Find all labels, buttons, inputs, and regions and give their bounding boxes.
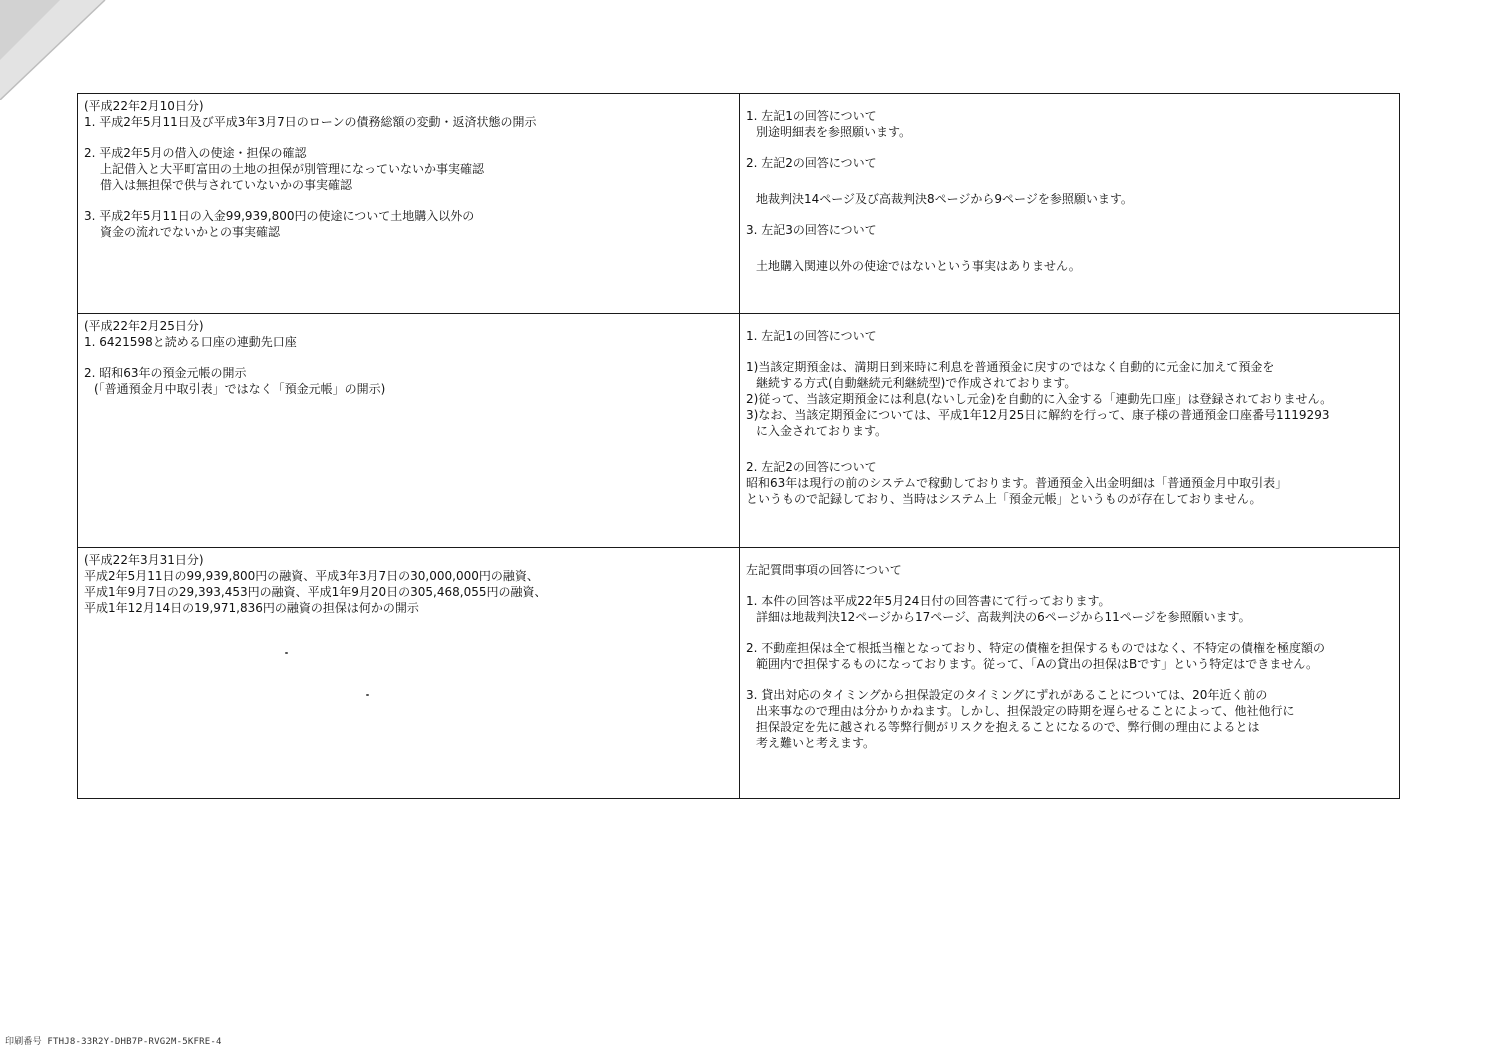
scan-fold-corner — [0, 0, 110, 100]
answer-cell-1 — [740, 94, 1399, 314]
answer-line: 担保設定を先に越される等弊行側がリスクを抱えることになるので、弊行側の理由によるとは — [756, 720, 1260, 734]
question-date: (平成22年2月25日分) — [84, 319, 204, 333]
question-line: 1. 6421598と読める口座の連動先口座 — [84, 335, 297, 349]
question-line: 資金の流れでないかとの事実確認 — [100, 225, 281, 239]
answer-cell-2 — [740, 314, 1399, 548]
answer-line: 土地購入関連以外の使途ではないという事実はありません。 — [756, 259, 1081, 273]
answer-line: 出来事なので理由は分かりかねます。しかし、担保設定の時期を遅らせることによって、他社他行に — [756, 704, 1295, 718]
question-cell-1 — [78, 94, 740, 314]
answer-line: というもので記録しており、当時はシステム上「預金元帳」というものが存在しておりません。 — [746, 492, 1262, 506]
question-line: 上記借入と大平町富田の土地の担保が別管理になっていないか事実確認 — [100, 162, 485, 176]
scan-speck — [285, 652, 288, 654]
question-line: 3. 平成2年5月11日の入金99,939,800円の使途について土地購入以外の — [84, 209, 475, 223]
question-line: 借入は無担保で供与されていないかの事実確認 — [100, 178, 353, 192]
question-line: 2. 昭和63年の預金元帳の開示 — [84, 366, 247, 380]
answer-line: 詳細は地裁判決12ページから17ページ、高裁判決の6ページから11ページを参照願います。 — [756, 610, 1251, 624]
question-date: (平成22年2月10日分) — [84, 99, 204, 113]
question-line: 2. 平成2年5月の借入の使途・担保の確認 — [84, 146, 307, 160]
question-line: 平成1年9月7日の29,393,453円の融資、平成1年9月20日の305,468,055円の融資、 — [84, 585, 547, 599]
question-cell-2 — [78, 314, 740, 548]
answer-line: 2)従って、当該定期預金には利息(ないし元金)を自動的に入金する「連動先口座」は登録されておりません。 — [746, 392, 1333, 406]
answer-line: 別途明細表を参照願います。 — [756, 125, 912, 139]
answer-line: 1. 左記1の回答について — [746, 329, 877, 343]
answer-line: 1. 本件の回答は平成22年5月24日付の回答書にて行っております。 — [746, 594, 1111, 608]
answer-cell-3 — [740, 548, 1399, 798]
answer-line: 範囲内で担保するものになっております。従って、「Aの貸出の担保はBです」という特定はできません。 — [756, 657, 1318, 671]
question-cell-3 — [78, 548, 740, 798]
answer-line: 1. 左記1の回答について — [746, 109, 877, 123]
question-date: (平成22年3月31日分) — [84, 553, 204, 567]
scan-speck — [366, 694, 369, 696]
answer-line: 1)当該定期預金は、満期日到来時に利息を普通預金に戻すのではなく自動的に元金に加えて預金を — [746, 360, 1275, 374]
answer-line: 昭和63年は現行の前のシステムで稼動しております。普通預金入出金明細は「普通預金月中取引表」 — [746, 476, 1288, 490]
answer-line: 継続する方式(自動継続元利継続型)で作成されております。 — [756, 376, 1077, 390]
question-line: (「普通預金月中取引表」ではなく「預金元帳」の開示) — [94, 382, 386, 396]
answer-line: 2. 不動産担保は全て根抵当権となっており、特定の債権を担保するものではなく、不特定の債権を極度額の — [746, 641, 1326, 655]
answer-line: 考え難いと考えます。 — [756, 736, 876, 750]
answer-line: 3. 左記3の回答について — [746, 223, 877, 237]
question-line: 平成1年12月14日の19,971,836円の融資の担保は何かの開示 — [84, 601, 419, 615]
answer-line: 3)なお、当該定期預金については、平成1年12月25日に解約を行って、康子様の普通預金口座番号1119293 — [746, 408, 1330, 422]
answer-line: に入金されております。 — [756, 424, 888, 438]
answer-line: 2. 左記2の回答について — [746, 156, 877, 170]
qa-table — [77, 93, 1400, 799]
answer-line: 3. 貸出対応のタイミングから担保設定のタイミングにずれがあることについては、20年近く前の — [746, 688, 1268, 702]
answer-line: 2. 左記2の回答について — [746, 460, 877, 474]
answer-line: 左記質問事項の回答について — [746, 563, 902, 577]
answer-line: 地裁判決14ページ及び高裁判決8ページから9ページを参照願います。 — [756, 192, 1133, 206]
print-number: 印刷番号 FTHJ8-33R2Y-DHB7P-RVG2M-5KFRE-4 — [5, 1037, 222, 1047]
question-line: 1. 平成2年5月11日及び平成3年3月7日のローンの債務総額の変動・返済状態の開示 — [84, 115, 537, 129]
question-line: 平成2年5月11日の99,939,800円の融資、平成3年3月7日の30,000,000円の融資、 — [84, 569, 539, 583]
